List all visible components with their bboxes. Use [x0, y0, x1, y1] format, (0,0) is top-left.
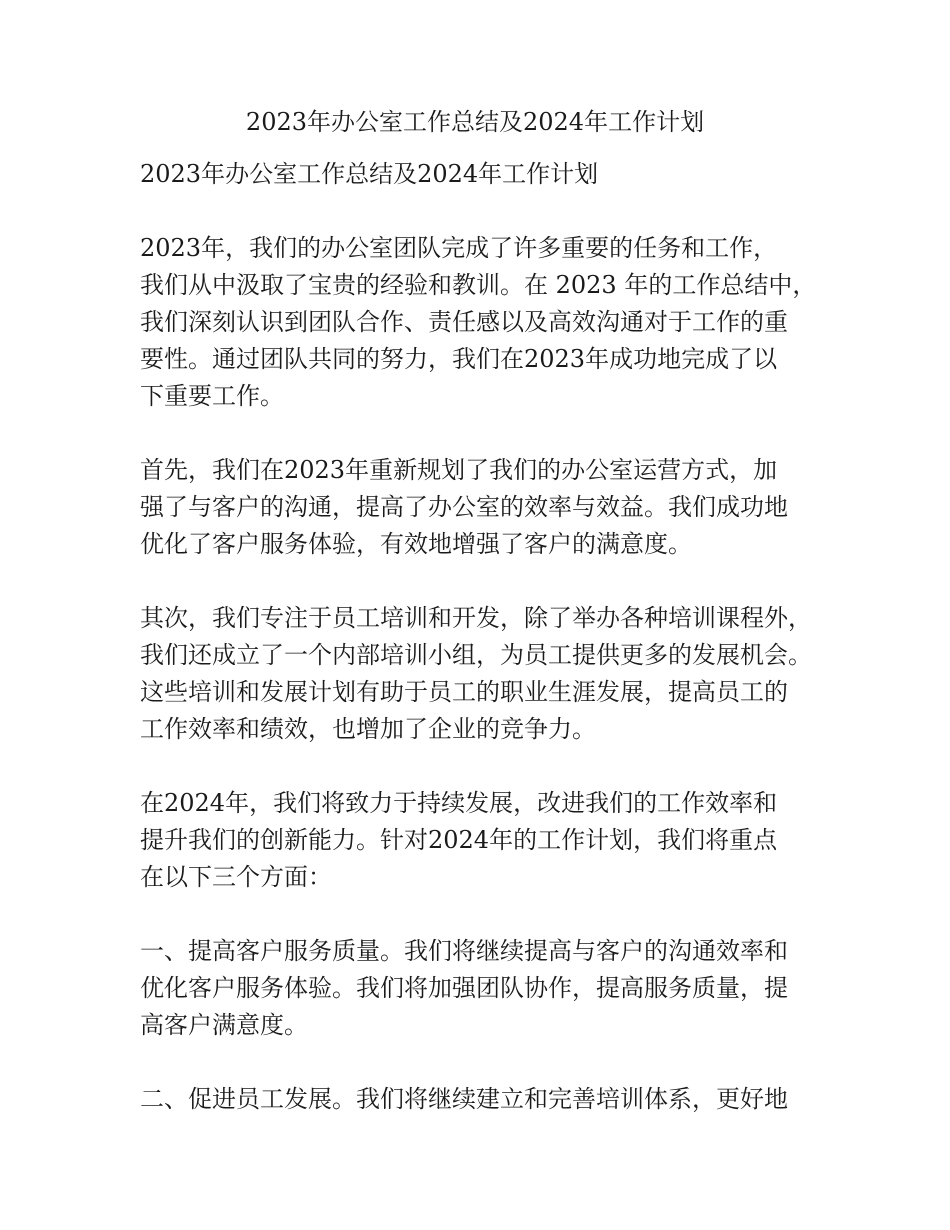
text-line: 优化客户服务体验。我们将加强团队协作，提高服务质量，提 [140, 974, 788, 1002]
document-title: 2023年办公室工作总结及2024年工作计划 [245, 108, 705, 136]
subtitle-paragraph [140, 156, 830, 193]
paragraph-first [140, 452, 830, 563]
paragraph-second [140, 600, 830, 748]
text-line: 我们从中汲取了宝贵的经验和教训。在 2023 年的工作总结中， [140, 271, 817, 299]
text-line: 2023年，我们的办公室团队完成了许多重要的任务和工作， [140, 234, 778, 262]
text-line: 2023年办公室工作总结及2024年工作计划 [140, 160, 599, 188]
text-line: 要性。通过团队共同的努力，我们在2023年成功地完成了以 [140, 345, 778, 373]
text-line: 我们深刻认识到团队合作、责任感以及高效沟通对于工作的重 [140, 308, 788, 336]
text-line: 强了与客户的沟通，提高了办公室的效率与效益。我们成功地 [140, 493, 788, 521]
text-line: 二、促进员工发展。我们将继续建立和完善培训体系，更好地 [140, 1085, 788, 1113]
paragraph-plan-item-2 [140, 1081, 830, 1118]
text-line: 提升我们的创新能力。针对2024年的工作计划，我们将重点 [140, 826, 778, 854]
paragraph-plan-intro [140, 785, 830, 896]
text-line: 其次，我们专注于员工培训和开发，除了举办各种培训课程外， [140, 604, 812, 632]
text-line: 这些培训和发展计划有助于员工的职业生涯发展，提高员工的 [140, 678, 788, 706]
document-body [140, 156, 830, 1155]
text-line: 工作效率和绩效，也增加了企业的竞争力。 [140, 715, 596, 743]
text-line: 优化了客户服务体验，有效地增强了客户的满意度。 [140, 530, 692, 558]
text-line: 高客户满意度。 [140, 1011, 308, 1039]
text-line: 一、提高客户服务质量。我们将继续提高与客户的沟通效率和 [140, 937, 788, 965]
text-line: 在2024年，我们将致力于持续发展，改进我们的工作效率和 [140, 789, 778, 817]
paragraph-plan-item-1 [140, 933, 830, 1044]
paragraph-summary-intro [140, 230, 830, 415]
text-line: 首先，我们在2023年重新规划了我们的办公室运营方式，加 [140, 456, 778, 484]
text-line: 下重要工作。 [140, 382, 284, 410]
text-line: 我们还成立了一个内部培训小组，为员工提供更多的发展机会。 [140, 641, 812, 669]
text-line: 在以下三个方面： [140, 863, 332, 891]
